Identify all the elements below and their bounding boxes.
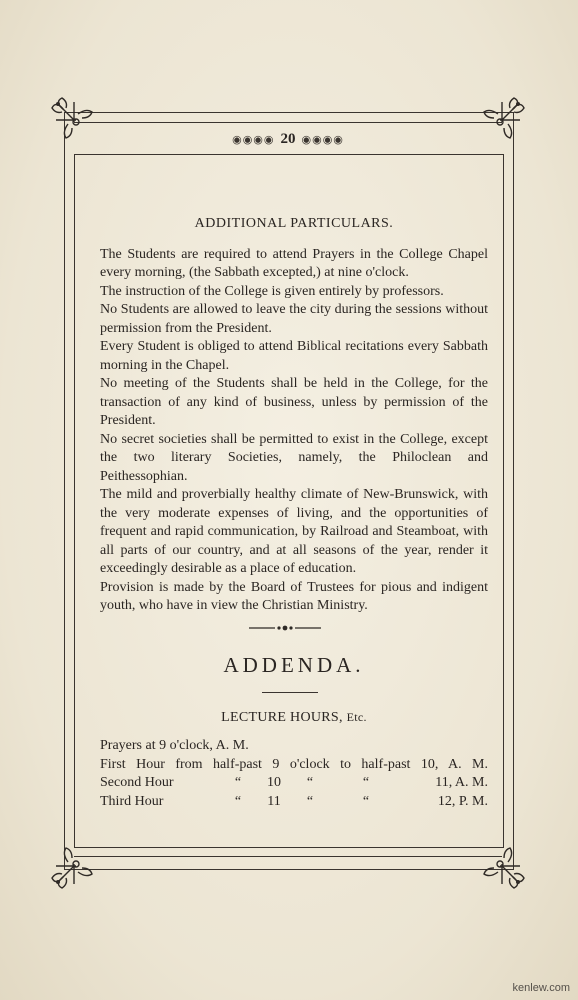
lecture-schedule: [100, 737, 488, 811]
ditto-mark: “: [234, 775, 242, 790]
paragraph-prayers: The Students are required to attend Prayers in the College Chapel every morning, (the Sabbath excepted,) at nine o'clock.: [100, 246, 488, 280]
schedule-row-label: Second Hour: [100, 775, 174, 790]
ditto-mark: “: [362, 775, 370, 790]
paragraph-leave-city: No Students are allowed to leave the city during the sessions without permission from the President.: [100, 302, 488, 336]
fleur-corner-ornament-icon: [476, 840, 528, 892]
ditto-mark: “: [362, 793, 370, 809]
schedule-row-hour: 11: [267, 793, 281, 809]
section-divider-ornament-icon: [249, 624, 321, 632]
paragraph-climate: The mild and proverbially healthy climate of New-Brunswick, with the very moderate expenses of living, and the opportunities of frequent and rapid communication, by Railroad and Steamboat, with all parts of our country, and at all seasons of the year, render it exceedingly desirable as a place of education.: [100, 487, 488, 576]
paragraph-instruction: The instruction of the College is given entirely by professors.: [100, 283, 444, 299]
page-number-header: [74, 128, 502, 150]
schedule-row-end: 12, P. M.: [437, 793, 488, 809]
lecture-hours-heading-text: LECTURE HOURS,: [221, 710, 343, 725]
watermark: kenlew.com: [512, 982, 570, 994]
schedule-prayers-line: Prayers at 9 o'clock, A. M.: [100, 738, 249, 753]
paragraph-provision: Provision is made by the Board of Trustees for pious and indigent youth, who have in view the Christian Ministry.: [100, 579, 488, 613]
lecture-hours-heading: [100, 710, 488, 726]
section-heading: ADDITIONAL PARTICULARS.: [194, 216, 394, 231]
schedule-row: [100, 774, 488, 793]
addenda-title: ADDENDA.: [223, 653, 365, 677]
main-text: [100, 215, 488, 616]
lecture-hours-heading-suffix: Etc.: [346, 710, 367, 724]
schedule-row-end: 11, A. M.: [435, 775, 488, 790]
ditto-mark: “: [234, 793, 242, 809]
schedule-first-hour-line: First Hour from half-past 9 o'clock to half-past 10, A. M.: [100, 756, 488, 772]
paragraph-secret-societies: No secret societies shall be permitted to exist in the College, except the two literary Societies, namely, the Philoclean and Peithessophian.: [100, 431, 488, 484]
inner-border-bottom: [74, 856, 502, 857]
schedule-row-label: Third Hour: [100, 793, 164, 809]
page-number-left-ornament-icon: ◉◉◉◉: [232, 133, 275, 146]
paragraph-meetings: No meeting of the Students shall be held in the College, for the transaction of any kind of business, unless by permission of the President.: [100, 376, 488, 428]
ditto-mark: “: [306, 793, 314, 809]
page-number: 20: [280, 130, 296, 147]
fleur-corner-ornament-icon: [48, 840, 100, 892]
schedule-row-hour: 10: [267, 775, 281, 790]
paragraph-biblical-recitations: Every Student is obliged to attend Biblical recitations every Sabbath morning in the Chapel.: [100, 339, 488, 373]
inner-border-top: [74, 122, 502, 123]
schedule-row: [100, 793, 488, 812]
page-number-right-ornament-icon: ◉◉◉◉: [301, 133, 344, 146]
addenda-rule: [262, 692, 318, 693]
ditto-mark: “: [306, 775, 314, 790]
